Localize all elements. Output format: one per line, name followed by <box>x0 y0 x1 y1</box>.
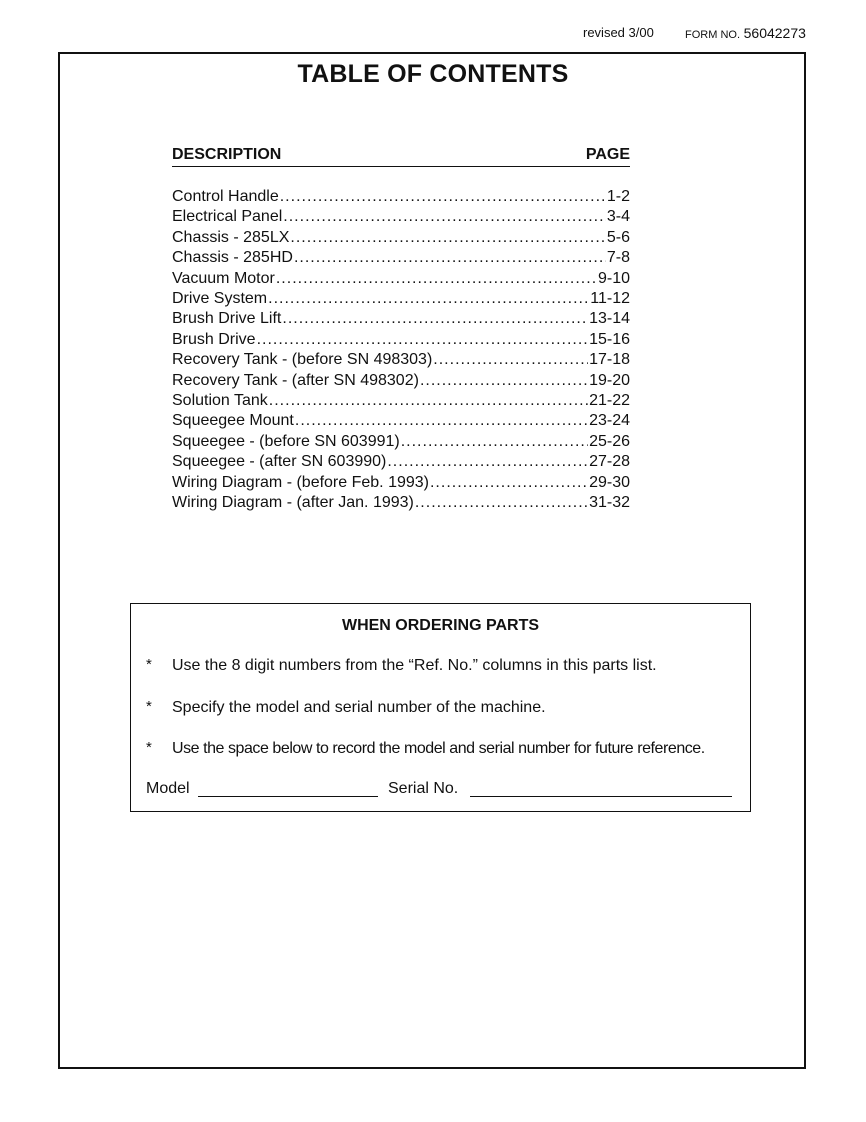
toc-entry <box>172 371 630 391</box>
revised-date: revised 3/00 <box>583 25 654 40</box>
toc-entry-title: Recovery Tank - (before SN 498303) <box>172 351 433 369</box>
dot-leader <box>282 309 588 329</box>
form-number: 56042273 <box>743 25 806 41</box>
dot-leader <box>290 228 605 248</box>
dot-leader <box>280 187 606 207</box>
toc-entry-title: Drive System <box>172 290 268 308</box>
toc-entry-title: Squeegee - (after SN 603990) <box>172 453 387 471</box>
toc-entry-page: 23-24 <box>589 412 630 430</box>
toc-entry-page: 1-2 <box>606 188 630 205</box>
toc-entry <box>172 269 630 289</box>
bullet-specify-model: Specify the model and serial number of the machine. <box>172 699 546 716</box>
toc-entry-page: 21-22 <box>589 392 630 410</box>
model-input-line[interactable] <box>198 796 378 797</box>
bullet-marker: * <box>146 698 152 715</box>
toc-entry-page: 17-18 <box>589 351 630 369</box>
dot-leader <box>269 391 588 411</box>
toc-entry-page: 25-26 <box>589 432 630 450</box>
toc-entry-page: 7-8 <box>606 249 630 267</box>
toc-entry <box>172 452 630 472</box>
serial-input-line[interactable] <box>470 796 732 797</box>
toc-list <box>172 187 630 514</box>
toc-entry <box>172 207 630 227</box>
dot-leader <box>283 207 606 227</box>
model-label: Model <box>146 780 190 797</box>
page-title: TABLE OF CONTENTS <box>297 60 569 88</box>
dot-leader <box>401 432 588 452</box>
toc-header <box>172 146 630 167</box>
toc-entry-title: Recovery Tank - (after SN 498302) <box>172 371 419 389</box>
dot-leader <box>430 473 588 493</box>
toc-entry-title: Solution Tank <box>172 392 268 410</box>
toc-entry-title: Chassis - 285HD <box>172 249 293 267</box>
bullet-ref-no: Use the 8 digit numbers from the “Ref. No.” columns in this parts list. <box>172 657 657 674</box>
page-header: PAGE <box>585 146 630 163</box>
dot-leader <box>294 248 606 268</box>
toc-entry-page: 9-10 <box>597 269 630 287</box>
toc-entry <box>172 289 630 309</box>
bullet-marker: * <box>146 656 152 673</box>
toc-entry-title: Chassis - 285LX <box>172 228 290 246</box>
toc-entry <box>172 473 630 493</box>
toc-entry <box>172 432 630 452</box>
toc-entry-page: 11-12 <box>590 290 630 308</box>
toc-entry <box>172 228 630 248</box>
ordering-title: WHEN ORDERING PARTS <box>341 617 540 634</box>
toc-entry-title: Electrical Panel <box>172 208 283 226</box>
form-number-label <box>685 25 806 41</box>
toc-entry-page: 13-14 <box>589 310 630 328</box>
toc-entry-page: 19-20 <box>589 371 630 389</box>
dot-leader <box>433 350 588 370</box>
dot-leader <box>257 330 589 350</box>
toc-entry-title: Wiring Diagram - (before Feb. 1993) <box>172 473 429 491</box>
toc-entry-title: Brush Drive Lift <box>172 310 282 328</box>
dot-leader <box>415 493 588 513</box>
dot-leader <box>268 289 589 309</box>
toc-entry-page: 29-30 <box>589 473 630 491</box>
toc-entry-title: Vacuum Motor <box>172 269 275 287</box>
toc-entry <box>172 411 630 431</box>
toc-entry-page: 27-28 <box>589 453 630 471</box>
description-header: DESCRIPTION <box>172 146 282 163</box>
toc-entry-title: Control Handle <box>172 188 279 205</box>
form-label: FORM NO. <box>685 29 740 41</box>
toc-entry-title: Squeegee - (before SN 603991) <box>172 432 400 450</box>
dot-leader <box>276 269 597 289</box>
toc-entry <box>172 309 630 329</box>
toc-entry-page: 5-6 <box>606 228 630 246</box>
toc-entry-page: 3-4 <box>606 208 630 226</box>
toc-entry-title: Wiring Diagram - (after Jan. 1993) <box>172 494 414 512</box>
dot-leader <box>387 452 588 472</box>
toc-entry-title: Brush Drive <box>172 330 256 348</box>
dot-leader <box>420 371 588 391</box>
toc-entry <box>172 391 630 411</box>
toc-entry <box>172 187 630 207</box>
bullet-record-space: Use the space below to record the model and serial number for future reference. <box>172 740 705 757</box>
toc-entry-page: 31-32 <box>589 494 630 512</box>
bullet-marker: * <box>146 739 152 756</box>
toc-entry-page: 15-16 <box>589 330 630 348</box>
toc-entry <box>172 493 630 513</box>
toc-entry-title: Squeegee Mount <box>172 412 294 430</box>
dot-leader <box>295 411 588 431</box>
toc-entry <box>172 248 630 268</box>
toc-entry <box>172 350 630 370</box>
toc-entry <box>172 330 630 350</box>
serial-label: Serial No. <box>388 780 459 797</box>
